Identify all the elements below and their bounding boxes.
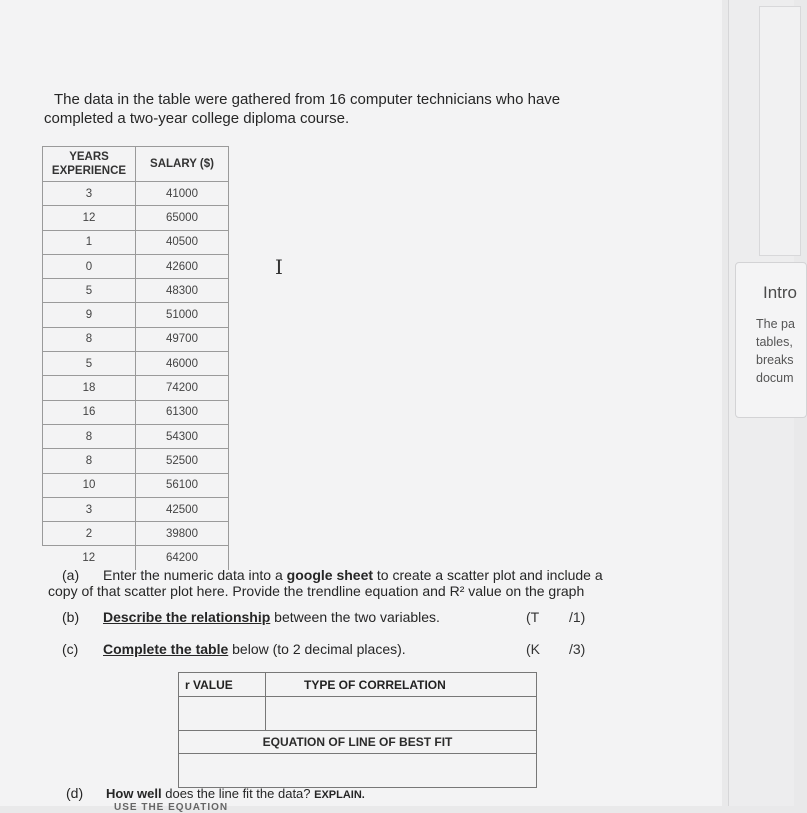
side-card-line: docum (756, 371, 794, 385)
salary-cell: 48300 (136, 279, 229, 303)
years-cell: 9 (43, 303, 136, 327)
question-c-text (103, 641, 406, 657)
question-c-keyword: Complete the table (103, 641, 229, 657)
years-cell: 3 (43, 497, 136, 521)
question-b-marks-category: (T (526, 609, 540, 625)
correlation-answer-table (178, 672, 537, 788)
side-card-line: The pa (756, 317, 795, 331)
salary-cell: 46000 (136, 352, 229, 376)
question-d-explain: EXPLAIN. (314, 789, 365, 801)
years-cell: 12 (43, 546, 136, 570)
question-c-marks-category: (K (526, 641, 540, 657)
question-a-google-sheet: google sheet (286, 567, 374, 583)
question-b-keyword: Describe the relationship (103, 609, 271, 625)
r-value-cell[interactable] (179, 697, 266, 731)
salary-cell: 42600 (136, 254, 229, 278)
table-row (43, 522, 229, 546)
intro-line-1: The data in the table were gathered from 16 computer technicians who have (54, 91, 561, 108)
table-row (43, 303, 229, 327)
equation-cell[interactable] (179, 754, 537, 788)
years-cell: 12 (43, 206, 136, 230)
table-body (43, 182, 229, 570)
table-row (43, 230, 229, 254)
table-row (43, 352, 229, 376)
question-c-label: (c) (62, 641, 79, 657)
side-card-line: breaks (756, 353, 794, 367)
years-cell: 8 (43, 449, 136, 473)
salary-cell: 42500 (136, 497, 229, 521)
years-cell: 3 (43, 182, 136, 206)
header-salary: SALARY ($) (136, 147, 229, 182)
salary-data-table (42, 146, 229, 570)
salary-cell: 51000 (136, 303, 229, 327)
salary-cell: 74200 (136, 376, 229, 400)
years-cell: 5 (43, 279, 136, 303)
table-row (43, 473, 229, 497)
table-row (43, 327, 229, 351)
salary-cell: 41000 (136, 182, 229, 206)
question-d-keyword: How well (106, 786, 162, 801)
text-cursor-icon: I (275, 255, 283, 279)
intro-paragraph (44, 90, 560, 128)
years-cell: 10 (43, 473, 136, 497)
years-cell: 2 (43, 522, 136, 546)
question-a-line-2: copy of that scatter plot here. Provide the trendline equation and R² value on the graph (48, 583, 585, 599)
correlation-type-cell[interactable] (266, 697, 537, 731)
intro-line-2: completed a two-year college diploma course. (44, 110, 350, 127)
question-a-text-1: Enter the numeric data into a (103, 567, 287, 583)
r-value-header: r VALUE (179, 673, 266, 697)
side-card-text (756, 315, 795, 387)
salary-cell: 52500 (136, 449, 229, 473)
header-years-experience: YEARS EXPERIENCE (43, 147, 136, 182)
table-row (43, 449, 229, 473)
table-row (43, 254, 229, 278)
cut-off-text: USE THE EQUATION (114, 802, 229, 813)
question-d-label: (d) (66, 785, 84, 801)
correlation-type-header: TYPE OF CORRELATION (266, 673, 537, 697)
question-a-text-2: to create a scatter plot and include a (373, 567, 603, 583)
years-cell: 8 (43, 327, 136, 351)
equation-header: EQUATION OF LINE OF BEST FIT (179, 731, 537, 754)
question-a-label: (a) (62, 567, 80, 583)
table-row (43, 376, 229, 400)
question-d-text (106, 786, 365, 801)
table-row (43, 400, 229, 424)
table-row (43, 279, 229, 303)
side-card-line: tables, (756, 335, 793, 349)
salary-cell: 64200 (136, 546, 229, 570)
years-cell: 0 (43, 254, 136, 278)
question-b-label: (b) (62, 609, 80, 625)
question-d-rest: does the line fit the data? (161, 786, 315, 801)
question-c-marks-value: /3) (569, 641, 586, 657)
side-intro-card[interactable] (735, 262, 807, 418)
years-cell: 1 (43, 230, 136, 254)
salary-cell: 65000 (136, 206, 229, 230)
table-row (43, 424, 229, 448)
years-cell: 5 (43, 352, 136, 376)
salary-cell: 39800 (136, 522, 229, 546)
question-b-marks-value: /1) (569, 609, 586, 625)
years-cell: 16 (43, 400, 136, 424)
question-a-line-1 (103, 567, 603, 583)
question-c-rest: below (to 2 decimal places). (228, 641, 406, 657)
table-row (43, 497, 229, 521)
question-b-text (103, 609, 440, 625)
side-panel (728, 0, 798, 806)
salary-cell: 49700 (136, 327, 229, 351)
side-card-title: Intro (763, 283, 798, 302)
side-thumbnail (759, 6, 801, 256)
salary-cell: 61300 (136, 400, 229, 424)
table-row (43, 182, 229, 206)
question-b-rest: between the two variables. (270, 609, 440, 625)
table-row (43, 206, 229, 230)
salary-cell: 40500 (136, 230, 229, 254)
years-cell: 18 (43, 376, 136, 400)
salary-cell: 56100 (136, 473, 229, 497)
years-cell: 8 (43, 424, 136, 448)
salary-cell: 54300 (136, 424, 229, 448)
